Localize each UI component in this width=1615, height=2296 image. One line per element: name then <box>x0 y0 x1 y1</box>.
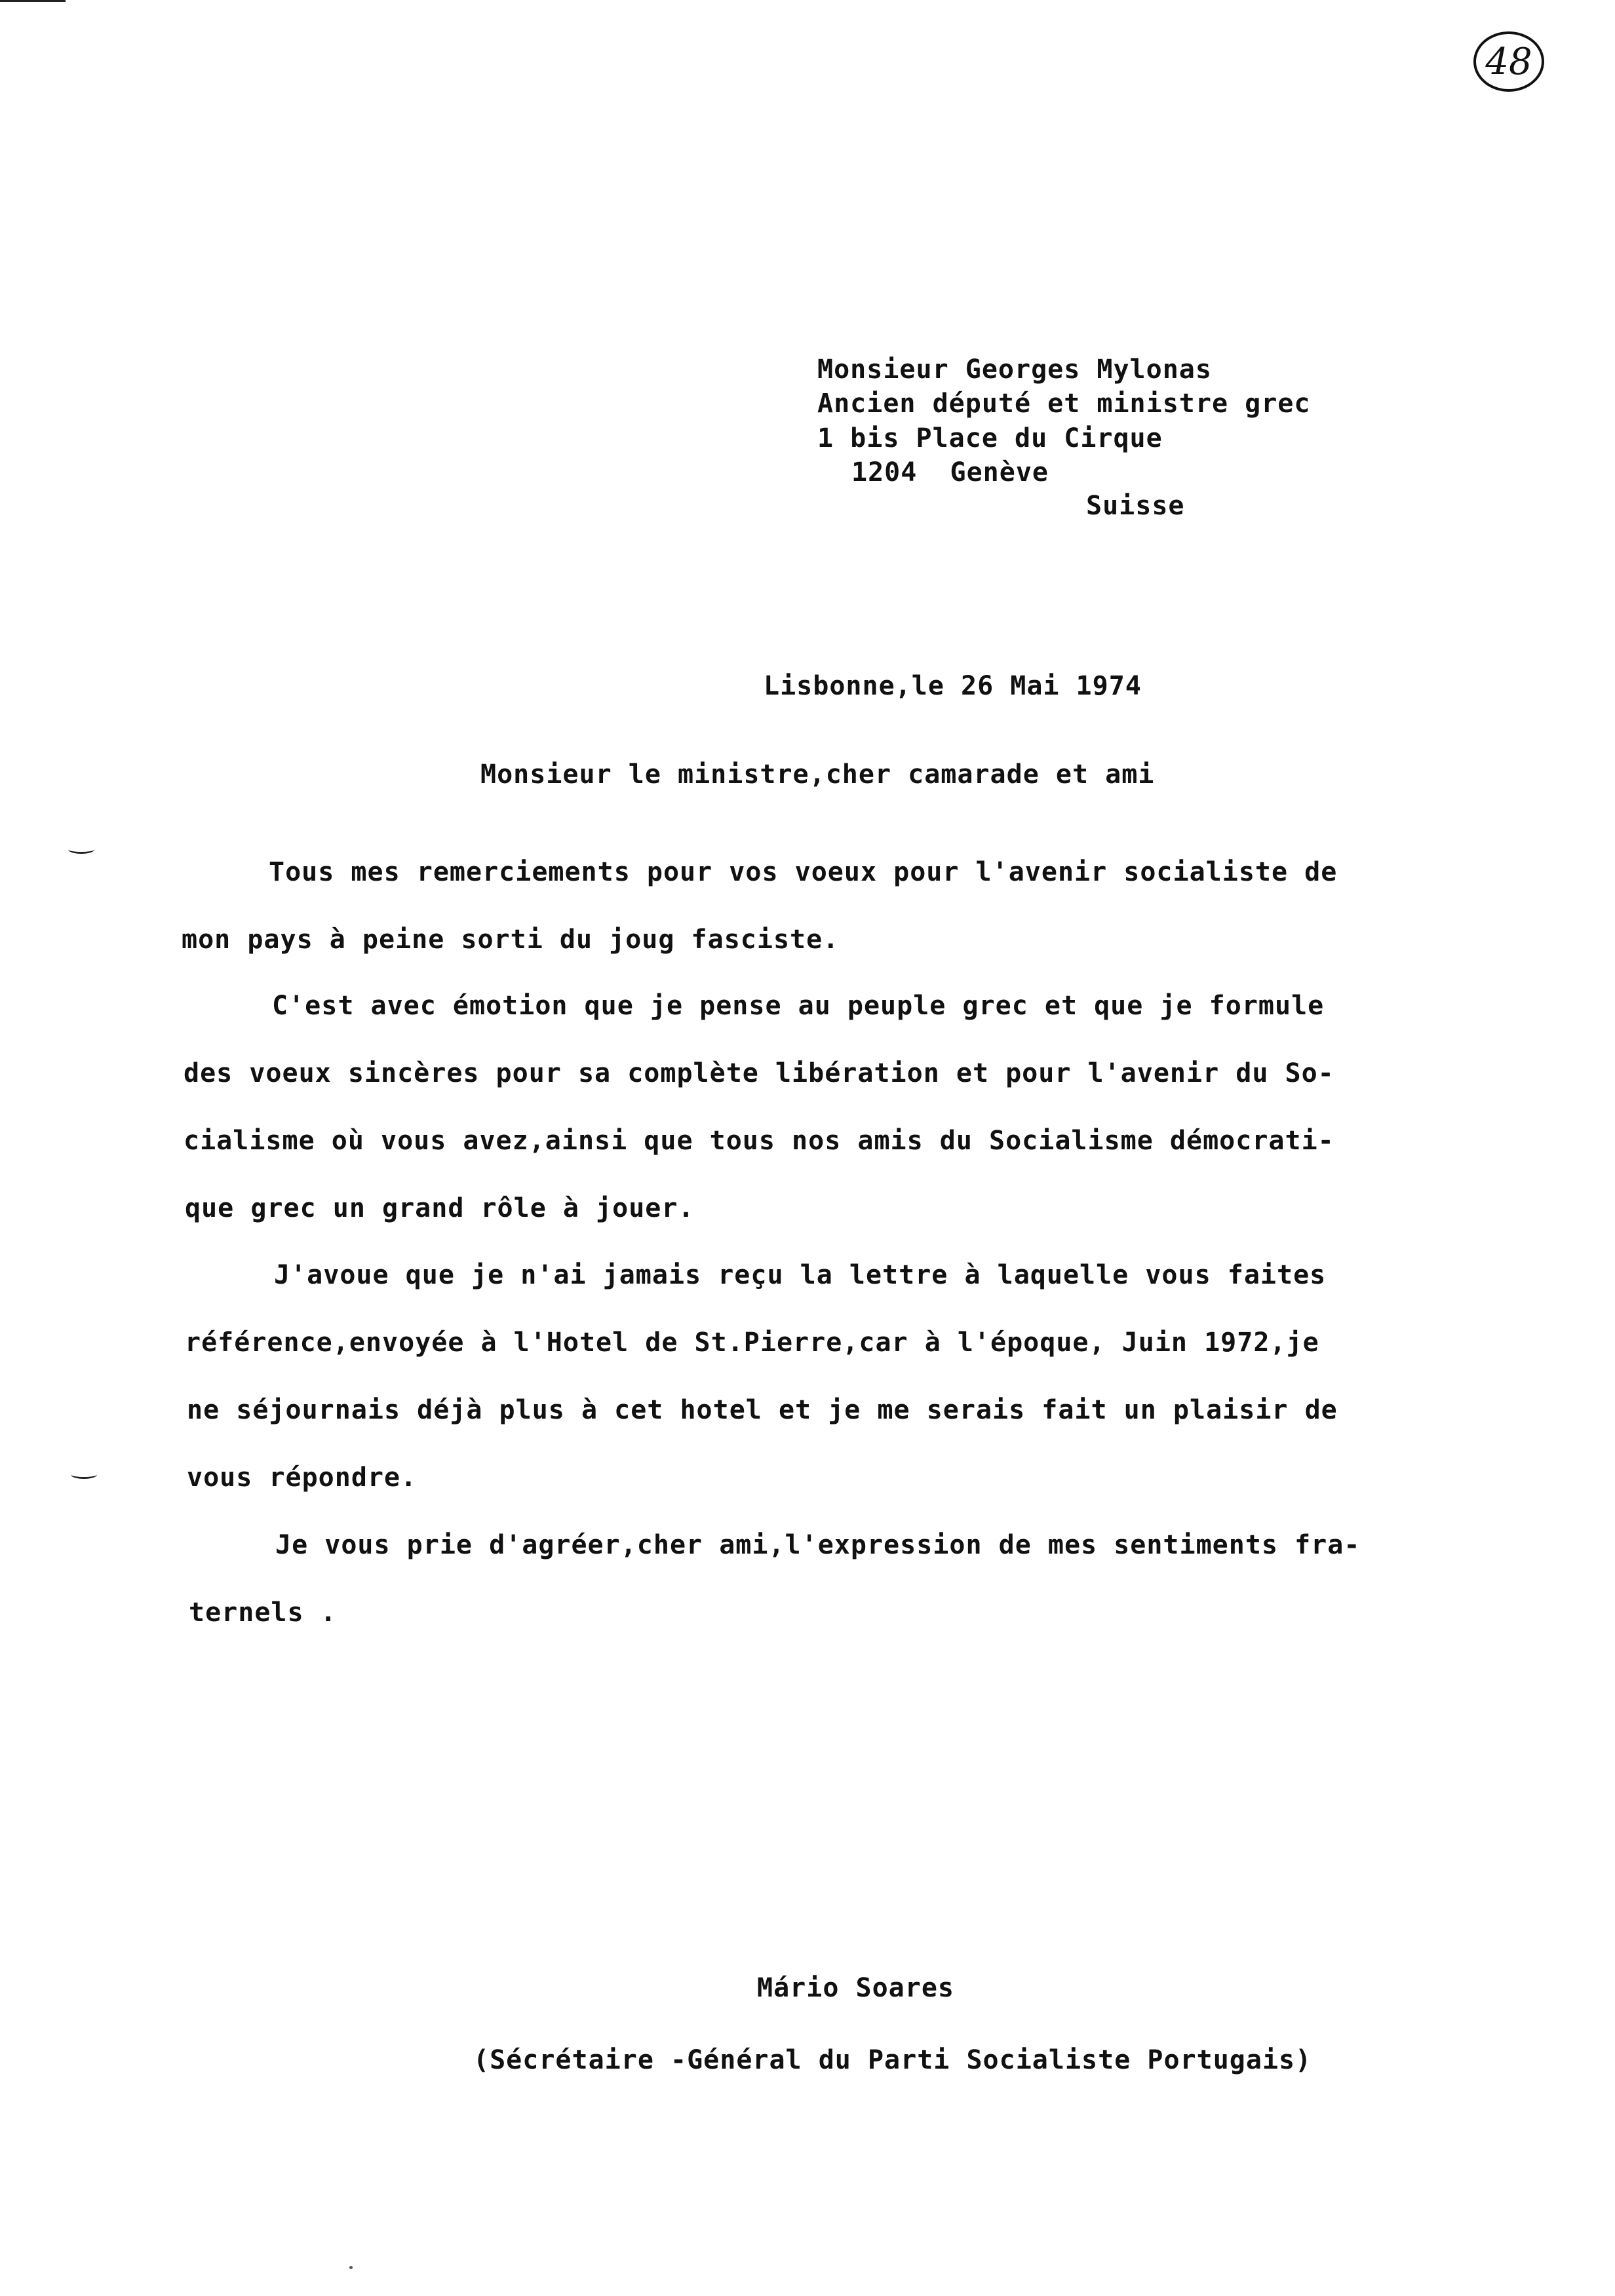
body-line: des voeux sincères pour sa complète libération et pour l'avenir du So- <box>184 1058 1334 1088</box>
body-line: ternels . <box>189 1598 337 1628</box>
address-line-city: 1204 Genève <box>851 457 1049 488</box>
margin-mark <box>68 845 94 854</box>
address-line-country: Suisse <box>1086 491 1185 521</box>
body-line: mon pays à peine sorti du joug fasciste. <box>182 925 840 955</box>
body-line: vous répondre. <box>187 1463 418 1493</box>
signature-title: (Sécrétaire -Général du Parti Socialiste Portugais) <box>473 2045 1312 2075</box>
signature-name: Mário Soares <box>757 1973 954 2003</box>
address-line-street: 1 bis Place du Cirque <box>817 423 1163 453</box>
body-line: J'avoue que je n'ai jamais reçu la lettre à laquelle vous faites <box>274 1260 1327 1290</box>
paper-speck <box>349 2266 353 2269</box>
body-line: que grec un grand rôle à jouer. <box>185 1193 695 1223</box>
body-line: Je vous prie d'agréer,cher ami,l'expression de mes sentiments fra- <box>275 1530 1361 1560</box>
page-number-circled <box>1473 31 1544 92</box>
body-line: ne séjournais déjà plus à cet hotel et je me serais fait un plaisir de <box>187 1395 1338 1425</box>
body-line: Tous mes remerciements pour vos voeux pour l'avenir socialiste de <box>269 857 1338 887</box>
body-line: cialisme où vous avez,ainsi que tous nos amis du Socialisme démocrati- <box>184 1126 1334 1156</box>
margin-mark <box>71 1470 97 1479</box>
address-line-name: Monsieur Georges Mylonas <box>817 354 1212 385</box>
address-line-title: Ancien député et ministre grec <box>817 389 1311 419</box>
salutation: Monsieur le ministre,cher camarade et ami <box>480 759 1155 790</box>
top-edge-rule <box>0 0 66 2</box>
page-number-text: 48 <box>1485 40 1532 83</box>
body-line: C'est avec émotion que je pense au peuple grec et que je formule <box>272 991 1325 1021</box>
body-line: référence,envoyée à l'Hotel de St.Pierre,car à l'époque, Juin 1972,je <box>185 1328 1319 1358</box>
date-line: Lisbonne,le 26 Mai 1974 <box>764 671 1142 701</box>
